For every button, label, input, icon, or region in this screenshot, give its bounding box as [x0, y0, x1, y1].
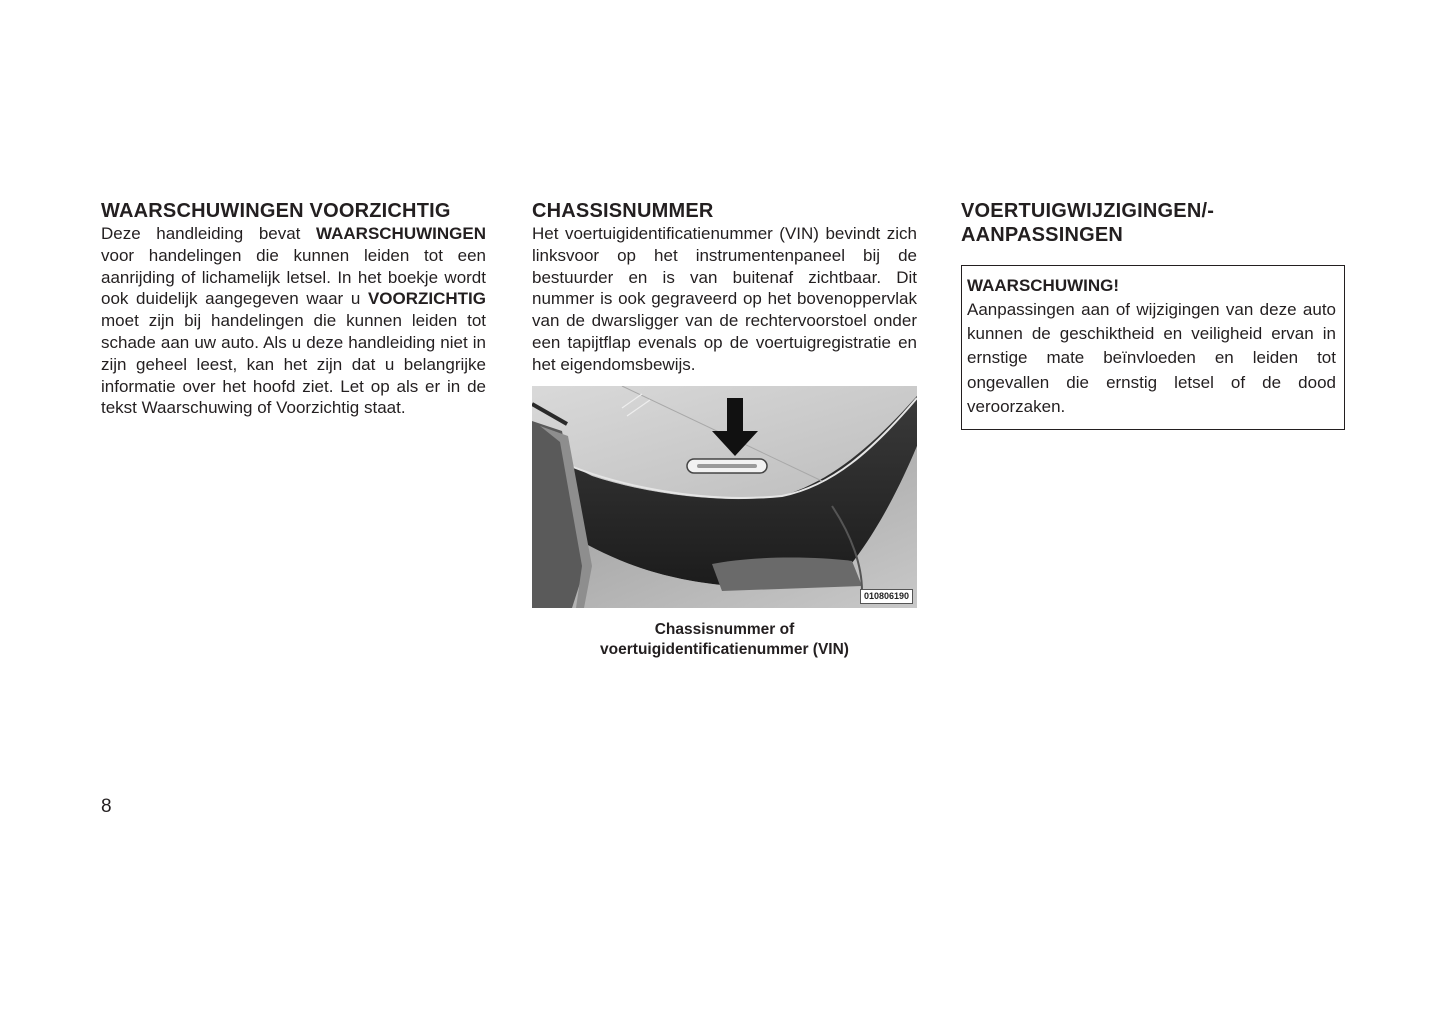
- bold-term-caution: VOORZICHTIG: [367, 289, 486, 309]
- caption-line: voertuigidentificatienummer (VIN): [600, 640, 849, 658]
- bold-term-warnings: WAARSCHUWINGEN: [316, 224, 486, 243]
- caption-line: Chassisnummer of: [654, 620, 795, 638]
- section-heading-warnings: WAARSCHUWINGEN VOORZICHTIG: [101, 200, 451, 222]
- section-vehicle-modifications: [961, 199, 1345, 430]
- section-body-warnings: [101, 223, 486, 419]
- vin-dashboard-illustration: [532, 386, 917, 608]
- section-warnings-cautions: [101, 199, 486, 419]
- heading-line: VOERTUIGWIJZIGINGEN/-: [961, 200, 1215, 222]
- section-heading-modifications: [961, 199, 1345, 247]
- warning-text: Aanpassingen aan of wijzigingen van deze auto kunnen de geschiktheid en veiligheid ervan in ernstige mate beïnvloeden en leiden tot ongevallen die ernstig letsel of de dood veroorzaken.: [967, 300, 1336, 416]
- vin-location-figure: [532, 386, 917, 608]
- figure-code-label: 010806190: [860, 589, 913, 604]
- section-body-vin: Het voertuigidentificatienummer (VIN) bevindt zich linksvoor op het instrumentenpaneel bij de bestuurder en is van buitenaf zichtbaar. Dit nummer is ook gegraveerd op het bovenoppervlak van de dwarsligger van de rechtervoorstoel onder een tapijtflap evenals op de voertuigregistratie en het eigendomsbewijs.: [532, 224, 917, 374]
- page-number: 8: [101, 796, 112, 817]
- figure-caption: [532, 620, 917, 660]
- section-heading-vin: CHASSISNUMMER: [532, 200, 714, 222]
- section-vin: [532, 199, 917, 660]
- warning-title: WAARSCHUWING!: [967, 276, 1120, 295]
- body-text-part: voor handelingen die kunnen leiden tot een aanrijding of lichamelijk letsel. In het boekje wordt ook duidelijk aangegeven waar u: [101, 245, 486, 309]
- heading-line: AANPASSINGEN: [961, 224, 1124, 246]
- warning-box: [961, 265, 1345, 430]
- body-text-part: Deze handleiding bevat: [101, 224, 316, 243]
- body-text-part: moet zijn bij handelingen die kunnen leiden tot schade aan uw auto. Als u deze handleiding niet in zijn geheel leest, kan het zijn dat u belangrijke informatie over het hoofd ziet. Let op als er in de tekst Waarschuwing of Voorzichtig staat.: [101, 311, 486, 418]
